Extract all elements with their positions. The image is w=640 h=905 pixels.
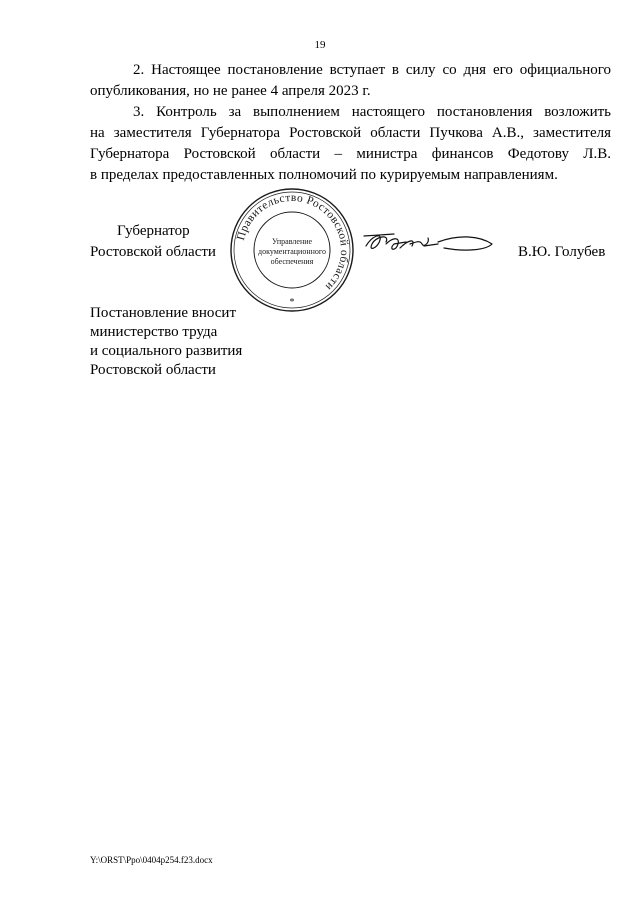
- signatory-title-line-1: Губернатор: [117, 223, 190, 239]
- paragraph-2: [90, 60, 611, 102]
- seal-inner-line-1: Управление: [271, 237, 313, 246]
- submitter-block: [90, 304, 242, 380]
- submitter-line-4: Ростовской области: [90, 362, 216, 378]
- seal-inner-line-3: обеспечения: [270, 257, 314, 266]
- paragraph-2-line-2: опубликования, но не ранее 4 апреля 2023 г.: [90, 83, 371, 99]
- seal-star: *: [289, 297, 295, 308]
- paragraph-3-line-3: Губернатора Ростовской области – министра финансов Федотову Л.В.: [90, 146, 611, 162]
- signatory-title-line-2: Ростовской области: [90, 244, 216, 260]
- submitter-line-3: и социального развития: [90, 343, 243, 359]
- official-seal: [229, 187, 355, 313]
- handwritten-signature: [360, 222, 495, 262]
- submitter-line-2: министерство труда: [90, 324, 218, 340]
- signer-name: В.Ю. Голубев: [518, 244, 606, 260]
- submitter-line-1: Постановление вносит: [90, 305, 237, 321]
- page-number: 19: [314, 39, 326, 51]
- paragraph-3-line-4: в пределах предоставленных полномочий по курируемым направлениям.: [90, 167, 558, 183]
- paragraph-3-line-2: на заместителя Губернатора Ростовской области Пучкова А.В., заместителя: [90, 125, 611, 141]
- paragraph-3-line-1: 3. Контроль за выполнением настоящего постановления возложить: [133, 104, 611, 120]
- footer-file-path: Y:\ORST\Ppo\0404p254.f23.docx: [90, 855, 213, 865]
- paragraph-3: [90, 102, 611, 186]
- seal-outer-text: Правительство Ростовской области: [235, 191, 351, 293]
- paragraph-2-line-1: 2. Настоящее постановление вступает в силу со дня его официального: [133, 62, 611, 78]
- seal-inner-line-2: документационного: [258, 247, 326, 256]
